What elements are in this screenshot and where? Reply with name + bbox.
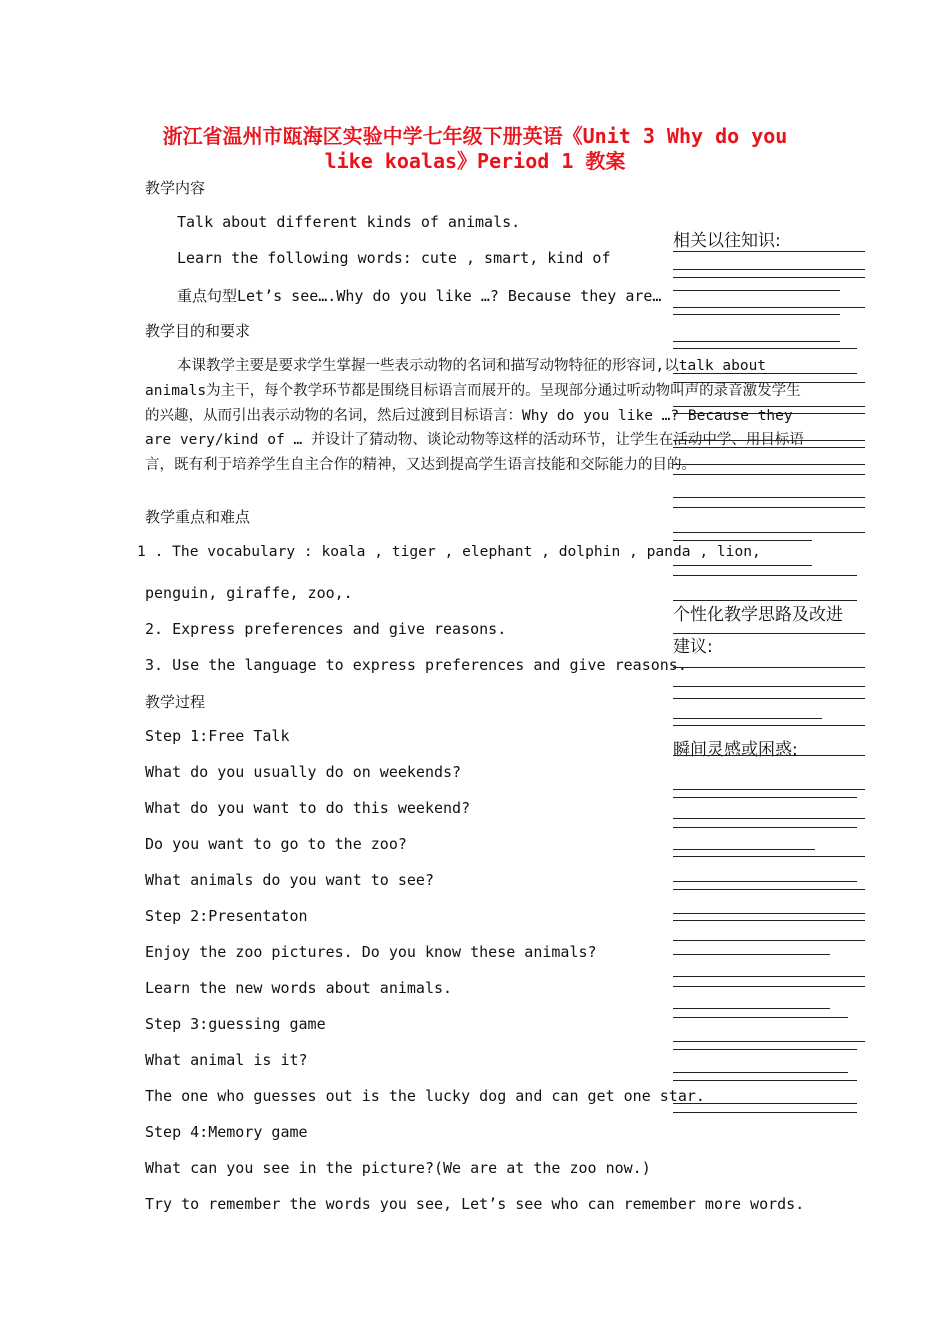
note-line [673, 920, 865, 921]
note-line [673, 575, 857, 576]
note-line [673, 307, 865, 308]
note-line [673, 1112, 857, 1113]
note-line [673, 633, 865, 634]
note-line [673, 667, 865, 668]
note-line [673, 474, 865, 475]
note-line [673, 413, 865, 414]
process-line: What do you want to do this weekend? [145, 799, 471, 817]
note-line [673, 827, 857, 828]
note-line [673, 314, 840, 315]
key-item: penguin, giraffe, zoo,. [145, 584, 353, 602]
note-line [673, 986, 865, 987]
process-line: Step 3:guessing game [145, 1015, 326, 1033]
note-line [673, 940, 865, 941]
note-line [673, 507, 865, 508]
key-item: 2. Express preferences and give reasons. [145, 620, 507, 638]
process-line: What animal is it? [145, 1051, 308, 1069]
note-line [673, 540, 812, 541]
process-line: Do you want to go to the zoo? [145, 835, 407, 853]
process-heading: 教学过程 [145, 693, 206, 711]
note-line [673, 797, 857, 798]
note-line [673, 1008, 830, 1009]
content-heading: 教学内容 [145, 179, 206, 197]
process-line: What can you see in the picture?(We are at the zoo now.) [145, 1159, 651, 1177]
note-line [673, 348, 857, 349]
document-title [120, 124, 830, 174]
process-line: What do you usually do on weekends? [145, 763, 462, 781]
note-line [673, 913, 865, 914]
note-line [673, 856, 865, 857]
note-line [673, 686, 865, 687]
process-line: Step 2:Presentaton [145, 907, 308, 925]
sidebar-personal-label-2: 建议: [673, 637, 713, 657]
key-item: 1 . The vocabulary : koala , tiger , elephant , dolphin , panda , lion, [137, 543, 761, 560]
note-line [673, 1049, 857, 1050]
note-line [673, 406, 865, 407]
note-line [673, 789, 865, 790]
process-line: Step 4:Memory game [145, 1123, 308, 1141]
note-line [673, 818, 865, 819]
note-line [673, 755, 865, 756]
content-line: Learn the following words: cute , smart, kind of [177, 249, 611, 267]
note-line [673, 600, 857, 601]
note-line [673, 1080, 857, 1081]
note-line [673, 889, 865, 890]
process-line: Learn the new words about animals. [145, 979, 453, 997]
key-heading: 教学重点和难点 [145, 508, 251, 526]
note-line [673, 1017, 848, 1018]
note-line [673, 464, 865, 465]
note-line [673, 341, 840, 342]
note-line [673, 251, 865, 252]
process-line: Step 1:Free Talk [145, 727, 290, 745]
note-line [673, 373, 857, 374]
goals-paragraph-text: 本课教学主要是要求学生掌握一些表示动物的名词和描写动物特征的形容词,以talk about animals为主干，每个教学环节都是围绕目标语言而展开的。呈现部分通过听动物叫声的录音激发学生的兴趣，从而引出表示动物的名词，然后过渡到目标语言：Why do you like …? Because they are very/kind of … 并设计了猜动物、谈论动物等这样的活动环节，让学生在活动中学、用目标语言，既有利于培养学生自主合作的精神，又达到提高学生语言技能和交际能力的目的。 [145, 358, 804, 474]
note-line [673, 447, 865, 448]
title-line-1: 浙江省温州市瓯海区实验中学七年级下册英语《Unit 3 Why do you [162, 124, 788, 148]
note-line [673, 725, 865, 726]
note-line [673, 382, 865, 383]
note-line [673, 269, 865, 270]
note-line [673, 718, 822, 719]
note-line [673, 976, 865, 977]
note-line [673, 1072, 848, 1073]
content-line: 重点句型Let’s see….Why do you like …? Because they are… [177, 287, 662, 305]
note-line [673, 1103, 857, 1104]
sidebar-prior-knowledge-label: 相关以往知识: [673, 231, 781, 251]
sidebar-inspiration-label: 瞬间灵感或困惑: [673, 740, 798, 760]
note-line [673, 698, 865, 699]
process-line: The one who guesses out is the lucky dog and can get one star. [145, 1087, 705, 1105]
content-line: Talk about different kinds of animals. [177, 213, 521, 231]
note-line [673, 849, 815, 850]
goals-heading: 教学目的和要求 [145, 322, 251, 340]
note-line [673, 440, 865, 441]
note-line [673, 565, 812, 566]
process-line: Try to remember the words you see, Let’s see who can remember more words. [145, 1195, 805, 1213]
note-line [673, 290, 840, 291]
note-line [673, 532, 865, 533]
note-line [673, 277, 865, 278]
note-line [673, 881, 857, 882]
key-item: 3. Use the language to express preferences and give reasons. [145, 656, 687, 674]
title-line-2: like koalas》Period 1 教案 [324, 149, 626, 173]
process-line: Enjoy the zoo pictures. Do you know these animals? [145, 943, 597, 961]
process-line: What animals do you want to see? [145, 871, 434, 889]
note-line [673, 1041, 865, 1042]
note-line [673, 497, 865, 498]
note-line [673, 954, 830, 955]
sidebar-personal-label-1: 个性化教学思路及改进 [673, 605, 843, 625]
